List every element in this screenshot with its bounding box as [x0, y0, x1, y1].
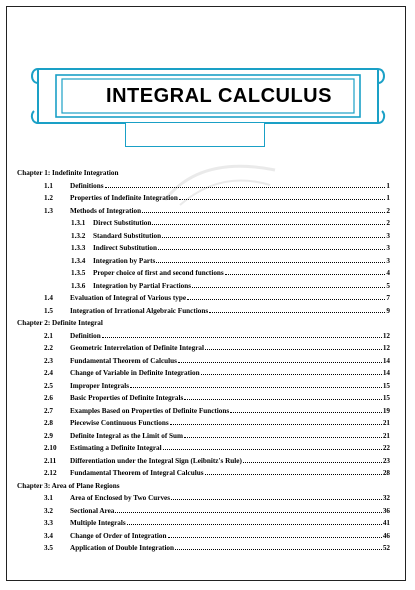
- toc-item: [17, 342, 390, 355]
- chapter-title: Chapter 1: Indefinite Integration: [17, 169, 119, 177]
- section-title: Definitions: [70, 181, 104, 190]
- toc-item: [17, 192, 390, 205]
- page-number: 21: [382, 431, 390, 440]
- section-number: 3.4: [44, 531, 53, 540]
- page-number: 2: [386, 219, 390, 227]
- dot-leader: [168, 537, 382, 538]
- chapter-title: Chapter 3: Area of Plane Regions: [17, 481, 120, 490]
- section-title: Evaluation of Integral of Various type: [70, 294, 187, 302]
- page-number: 15: [382, 394, 390, 402]
- section-number: 1.3.2: [71, 231, 86, 240]
- toc-item: [17, 367, 390, 380]
- section-title: Estimating a Definite Integral: [70, 444, 162, 452]
- section-number: 1.5: [44, 306, 53, 315]
- page-number: 12: [382, 344, 390, 352]
- section-number: 3.2: [44, 506, 53, 515]
- toc-subitem: [17, 217, 390, 230]
- toc-subitem: [17, 230, 390, 243]
- section-title: Definite Integral as the Limit of Sum: [70, 431, 183, 440]
- section-number: 2.9: [44, 431, 53, 440]
- toc-item: [17, 492, 390, 505]
- section-title: Indirect Substitution: [93, 244, 157, 252]
- dot-leader: [152, 224, 385, 225]
- dot-leader: [184, 399, 382, 400]
- dot-leader: [142, 212, 385, 213]
- section-title: Change of Variable in Definite Integration: [70, 369, 200, 377]
- section-number: 3.5: [44, 544, 53, 552]
- section-number: 1.3.4: [71, 256, 86, 265]
- section-title: Differentiation under the Integral Sign (Leibnitz's Rule): [70, 456, 242, 465]
- toc-subitem: [17, 242, 390, 255]
- dot-leader: [178, 362, 382, 363]
- section-title: Integration by Parts: [93, 256, 156, 265]
- section-number: 1.3: [44, 206, 53, 215]
- toc-item: [17, 330, 390, 343]
- toc-item: [17, 505, 390, 518]
- section-number: 2.3: [44, 356, 53, 365]
- section-title: Integration of Irrational Algebraic Functions: [70, 306, 209, 315]
- toc-subitem: [17, 280, 390, 293]
- toc-item: [17, 467, 390, 480]
- dot-leader: [205, 474, 382, 475]
- page-number: 41: [382, 519, 390, 527]
- toc-item: [17, 530, 390, 543]
- page-number: 1: [386, 194, 390, 202]
- toc-item: [17, 455, 390, 468]
- page-number: 1: [386, 181, 390, 190]
- page-title: INTEGRAL CALCULUS: [106, 84, 332, 107]
- chapter-title: Chapter 2: Definite Integral: [17, 319, 103, 327]
- section-title: Geometric Interrelation of Definite Integral: [70, 344, 204, 352]
- page-number: 3: [386, 256, 390, 265]
- section-number: 1.1: [44, 181, 53, 190]
- toc-item: [17, 392, 390, 405]
- dot-leader: [230, 412, 382, 413]
- dot-leader: [175, 549, 382, 550]
- section-title: Fundamental Theorem of Integral Calculus: [70, 469, 204, 477]
- section-title: Application of Double Integration: [70, 544, 175, 552]
- page-number: 19: [382, 406, 390, 415]
- section-number: 2.1: [44, 331, 53, 340]
- page-number: 22: [382, 444, 390, 452]
- dot-leader: [170, 424, 382, 425]
- page-number: 52: [382, 544, 390, 552]
- section-title: Improper Integrals: [70, 381, 130, 390]
- section-title: Fundamental Theorem of Calculus: [70, 356, 177, 365]
- toc-item: [17, 442, 390, 455]
- toc-item: [17, 292, 390, 305]
- dot-leader: [187, 299, 385, 300]
- section-number: 3.3: [44, 519, 53, 527]
- section-title: Piecewise Continuous Functions: [70, 419, 169, 427]
- dot-leader: [171, 499, 382, 500]
- section-title: Basic Properties of Definite Integrals: [70, 394, 184, 402]
- section-number: 2.8: [44, 419, 53, 427]
- section-number: 1.3.6: [71, 281, 86, 290]
- section-number: 3.1: [44, 494, 53, 502]
- dot-leader: [130, 387, 382, 388]
- section-title: Examples Based on Properties of Definite Functions: [70, 406, 230, 415]
- section-number: 1.3.3: [71, 244, 86, 252]
- page-number: 2: [386, 206, 390, 215]
- page-number: 9: [386, 306, 390, 315]
- page-number: 5: [386, 281, 390, 290]
- toc-item: [17, 205, 390, 218]
- section-title: Multiple Integrals: [70, 519, 126, 527]
- toc-item: [17, 542, 390, 555]
- section-title: Integration by Partial Fractions: [93, 281, 192, 290]
- section-number: 2.2: [44, 344, 53, 352]
- toc-item: [17, 517, 390, 530]
- dot-leader: [127, 524, 382, 525]
- section-title: Definition: [70, 331, 101, 340]
- dot-leader: [162, 237, 385, 238]
- dot-leader: [225, 274, 386, 275]
- page-number: 7: [386, 294, 390, 302]
- section-number: 1.3.1: [71, 219, 86, 227]
- dot-leader: [102, 337, 382, 338]
- section-number: 2.11: [44, 456, 57, 465]
- dot-leader: [192, 287, 385, 288]
- page-number: 4: [386, 269, 390, 277]
- page-number: 12: [382, 331, 390, 340]
- page-number: 28: [382, 469, 390, 477]
- section-number: 2.10: [44, 444, 57, 452]
- toc-item: [17, 380, 390, 393]
- toc-item: [17, 417, 390, 430]
- page-number: 15: [382, 381, 390, 390]
- page-number: 32: [382, 494, 390, 502]
- dot-leader: [163, 449, 382, 450]
- chapter-heading: [17, 167, 390, 180]
- section-number: 2.4: [44, 369, 53, 377]
- section-title: Direct Substitution: [93, 219, 152, 227]
- section-number: 2.12: [44, 469, 57, 477]
- section-number: 1.3.5: [71, 269, 86, 277]
- dot-leader: [156, 262, 385, 263]
- dot-leader: [158, 249, 385, 250]
- page-number: 23: [382, 456, 390, 465]
- title-banner: [28, 63, 388, 128]
- page-number: 14: [382, 369, 390, 377]
- section-title: Standard Substitution: [93, 231, 162, 240]
- page-number: 46: [382, 531, 390, 540]
- dot-leader: [105, 187, 386, 188]
- toc-item: [17, 180, 390, 193]
- dot-leader: [209, 312, 385, 313]
- section-number: 1.2: [44, 194, 53, 202]
- page-number: 14: [382, 356, 390, 365]
- dot-leader: [243, 462, 382, 463]
- section-title: Properties of Indefinite Integration: [70, 194, 178, 202]
- toc-item: [17, 305, 390, 318]
- section-number: 1.4: [44, 294, 53, 302]
- dot-leader: [201, 374, 382, 375]
- section-title: Proper choice of first and second functions: [93, 269, 224, 277]
- toc-item: [17, 355, 390, 368]
- section-number: 2.5: [44, 381, 53, 390]
- table-of-contents: [17, 167, 390, 555]
- chapter-heading: [17, 317, 390, 330]
- dot-leader: [115, 512, 381, 513]
- page-number: 21: [382, 419, 390, 427]
- section-title: Change of Order of Integration: [70, 531, 167, 540]
- section-number: 2.7: [44, 406, 53, 415]
- chapter-heading: [17, 480, 390, 493]
- toc-item: [17, 405, 390, 418]
- toc-subitem: [17, 255, 390, 268]
- section-title: Sectional Area: [70, 506, 115, 515]
- subtitle-box: [125, 122, 265, 147]
- section-title: Methods of Integration: [70, 206, 142, 215]
- section-number: 2.6: [44, 394, 53, 402]
- page-number: 3: [386, 244, 390, 252]
- dot-leader: [184, 437, 382, 438]
- page-number: 3: [386, 231, 390, 240]
- dot-leader: [205, 349, 382, 350]
- toc-subitem: [17, 267, 390, 280]
- section-title: Area of Enclosed by Two Curves: [70, 494, 171, 502]
- dot-leader: [179, 199, 386, 200]
- toc-item: [17, 430, 390, 443]
- page-number: 36: [382, 506, 390, 515]
